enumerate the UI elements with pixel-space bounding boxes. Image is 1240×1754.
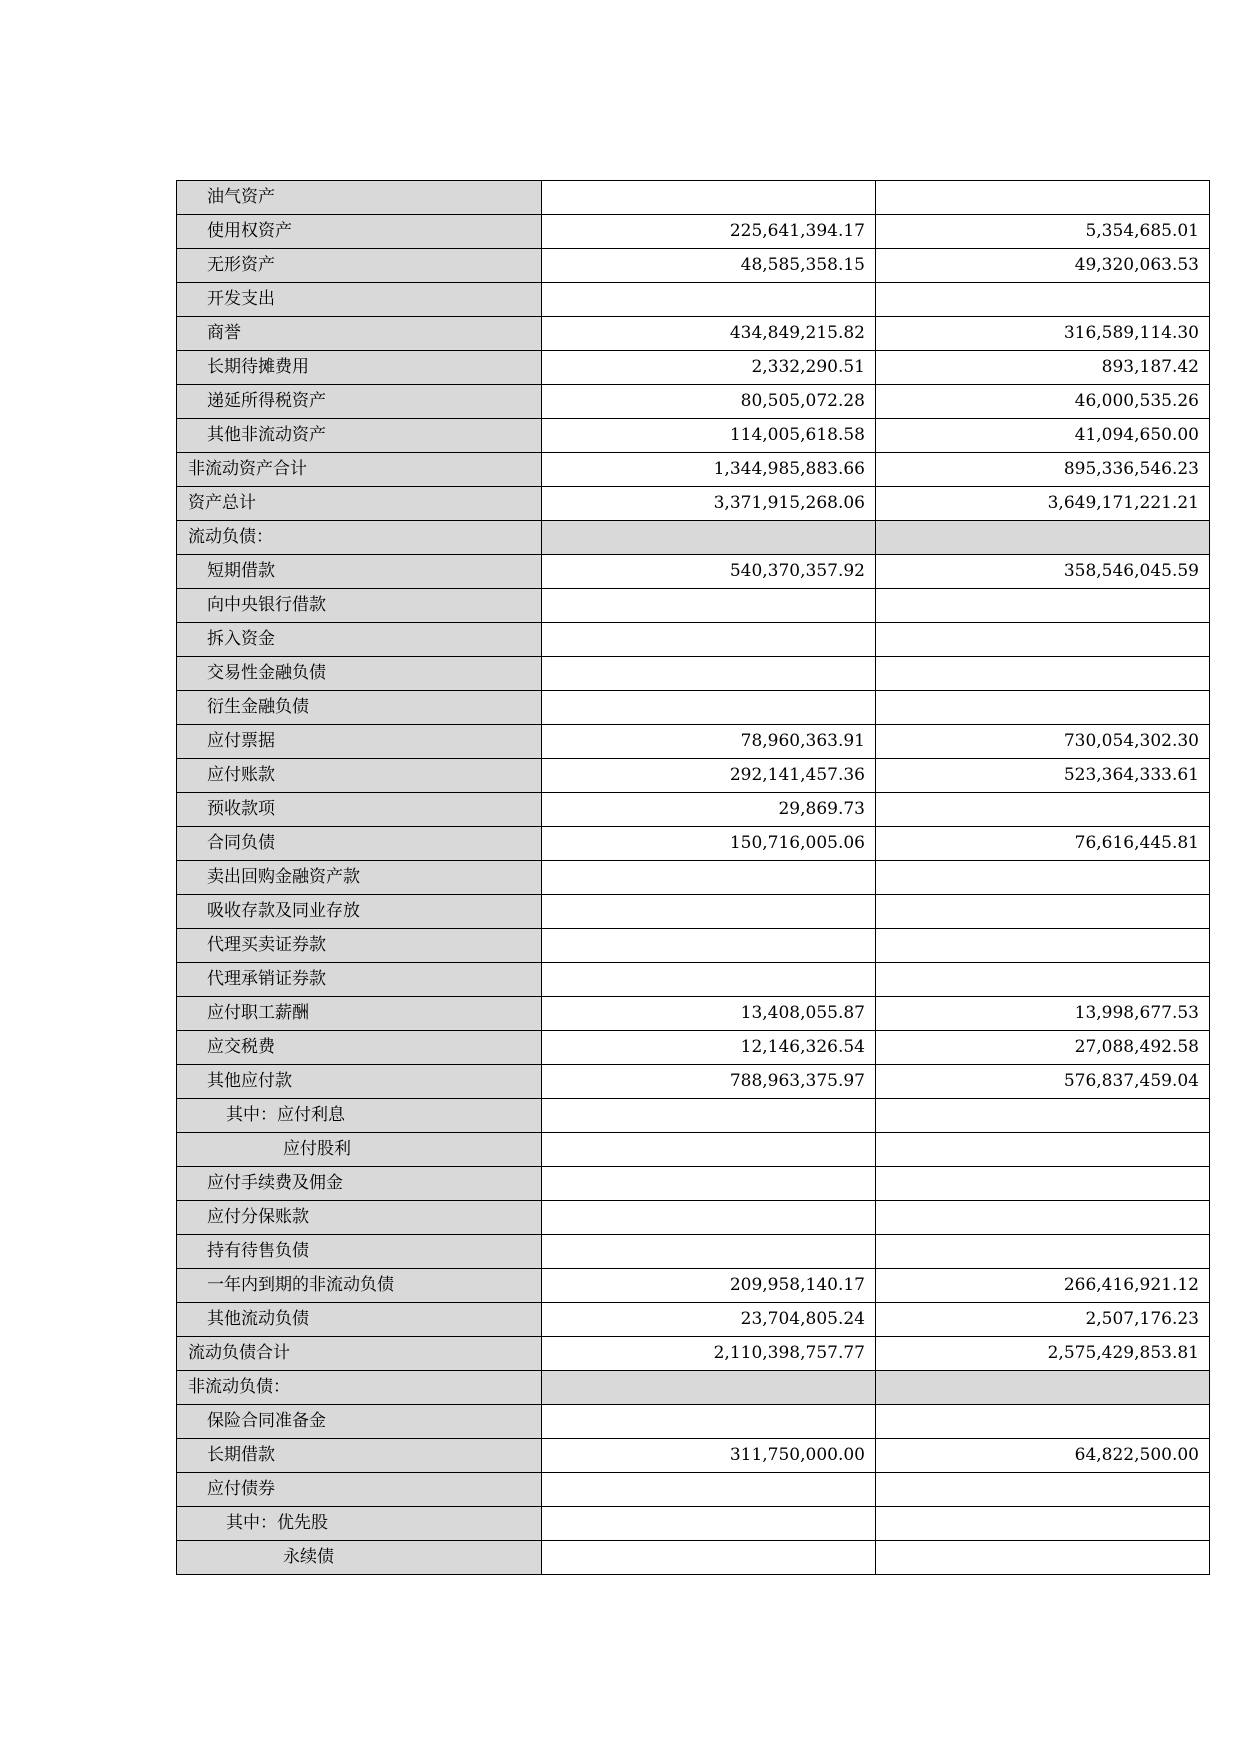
table-row (177, 963, 1210, 997)
period-end-value (542, 1473, 876, 1507)
prior-period-value: 76,616,445.81 (876, 827, 1210, 861)
row-label: 持有待售负债 (177, 1235, 542, 1269)
prior-period-value (876, 1133, 1210, 1167)
prior-period-value (876, 657, 1210, 691)
period-end-value: 540,370,357.92 (542, 555, 876, 589)
period-end-value (542, 283, 876, 317)
prior-period-value: 358,546,045.59 (876, 555, 1210, 589)
row-label: 应付债券 (177, 1473, 542, 1507)
table-row (177, 1031, 1210, 1065)
prior-period-value: 316,589,114.30 (876, 317, 1210, 351)
period-end-value: 225,641,394.17 (542, 215, 876, 249)
table-row (177, 1235, 1210, 1269)
prior-period-value (876, 963, 1210, 997)
table-row (177, 827, 1210, 861)
balance-sheet-table (176, 180, 1210, 1575)
prior-period-value: 2,575,429,853.81 (876, 1337, 1210, 1371)
period-end-value: 2,332,290.51 (542, 351, 876, 385)
row-label: 卖出回购金融资产款 (177, 861, 542, 895)
table-row (177, 725, 1210, 759)
table-row (177, 623, 1210, 657)
row-label: 开发支出 (177, 283, 542, 317)
row-label: 预收款项 (177, 793, 542, 827)
prior-period-value: 64,822,500.00 (876, 1439, 1210, 1473)
period-end-value (542, 521, 876, 555)
prior-period-value (876, 1541, 1210, 1575)
prior-period-value (876, 521, 1210, 555)
table-row (177, 419, 1210, 453)
row-label: 应付职工薪酬 (177, 997, 542, 1031)
period-end-value (542, 623, 876, 657)
period-end-value: 29,869.73 (542, 793, 876, 827)
row-label: 无形资产 (177, 249, 542, 283)
table-row (177, 657, 1210, 691)
table-row (177, 589, 1210, 623)
prior-period-value: 523,364,333.61 (876, 759, 1210, 793)
period-end-value: 48,585,358.15 (542, 249, 876, 283)
period-end-value: 311,750,000.00 (542, 1439, 876, 1473)
period-end-value (542, 1235, 876, 1269)
row-label: 一年内到期的非流动负债 (177, 1269, 542, 1303)
row-label: 递延所得税资产 (177, 385, 542, 419)
table-row (177, 759, 1210, 793)
prior-period-value: 5,354,685.01 (876, 215, 1210, 249)
period-end-value (542, 1167, 876, 1201)
period-end-value: 150,716,005.06 (542, 827, 876, 861)
prior-period-value (876, 895, 1210, 929)
table-row (177, 1405, 1210, 1439)
period-end-value (542, 657, 876, 691)
prior-period-value (876, 691, 1210, 725)
table-row (177, 1201, 1210, 1235)
table-row (177, 385, 1210, 419)
row-label: 应付手续费及佣金 (177, 1167, 542, 1201)
table-row (177, 249, 1210, 283)
period-end-value (542, 691, 876, 725)
row-label: 吸收存款及同业存放 (177, 895, 542, 929)
period-end-value: 209,958,140.17 (542, 1269, 876, 1303)
row-label: 应付票据 (177, 725, 542, 759)
prior-period-value (876, 623, 1210, 657)
prior-period-value: 576,837,459.04 (876, 1065, 1210, 1099)
row-label: 代理承销证券款 (177, 963, 542, 997)
table-row (177, 351, 1210, 385)
period-end-value (542, 1507, 876, 1541)
table-row (177, 283, 1210, 317)
prior-period-value: 893,187.42 (876, 351, 1210, 385)
prior-period-value (876, 589, 1210, 623)
row-label: 保险合同准备金 (177, 1405, 542, 1439)
row-label: 其中：优先股 (177, 1507, 542, 1541)
prior-period-value (876, 1507, 1210, 1541)
period-end-value: 1,344,985,883.66 (542, 453, 876, 487)
period-end-value (542, 589, 876, 623)
prior-period-value: 730,054,302.30 (876, 725, 1210, 759)
row-label: 向中央银行借款 (177, 589, 542, 623)
row-label: 应付分保账款 (177, 1201, 542, 1235)
period-end-value: 23,704,805.24 (542, 1303, 876, 1337)
period-end-value: 12,146,326.54 (542, 1031, 876, 1065)
prior-period-value: 3,649,171,221.21 (876, 487, 1210, 521)
prior-period-value (876, 861, 1210, 895)
table-row (177, 793, 1210, 827)
table-row (177, 487, 1210, 521)
period-end-value: 78,960,363.91 (542, 725, 876, 759)
table-row (177, 555, 1210, 589)
row-label: 非流动负债： (177, 1371, 542, 1405)
table-row (177, 215, 1210, 249)
period-end-value: 114,005,618.58 (542, 419, 876, 453)
row-label: 流动负债合计 (177, 1337, 542, 1371)
period-end-value (542, 963, 876, 997)
row-label: 商誉 (177, 317, 542, 351)
period-end-value (542, 861, 876, 895)
prior-period-value: 46,000,535.26 (876, 385, 1210, 419)
period-end-value (542, 929, 876, 963)
row-label: 其他应付款 (177, 1065, 542, 1099)
prior-period-value (876, 283, 1210, 317)
table-row (177, 181, 1210, 215)
table-row (177, 1439, 1210, 1473)
period-end-value (542, 1133, 876, 1167)
period-end-value: 80,505,072.28 (542, 385, 876, 419)
table-row (177, 1133, 1210, 1167)
prior-period-value (876, 1473, 1210, 1507)
table-row (177, 1507, 1210, 1541)
table-row (177, 317, 1210, 351)
row-label: 其中：应付利息 (177, 1099, 542, 1133)
row-label: 油气资产 (177, 181, 542, 215)
row-label: 其他非流动资产 (177, 419, 542, 453)
period-end-value: 3,371,915,268.06 (542, 487, 876, 521)
prior-period-value: 895,336,546.23 (876, 453, 1210, 487)
row-label: 长期借款 (177, 1439, 542, 1473)
row-label: 应付股利 (177, 1133, 542, 1167)
table-row (177, 1371, 1210, 1405)
prior-period-value (876, 1099, 1210, 1133)
row-label: 交易性金融负债 (177, 657, 542, 691)
prior-period-value: 266,416,921.12 (876, 1269, 1210, 1303)
period-end-value (542, 1201, 876, 1235)
prior-period-value: 49,320,063.53 (876, 249, 1210, 283)
row-label: 永续债 (177, 1541, 542, 1575)
row-label: 资产总计 (177, 487, 542, 521)
table-row (177, 929, 1210, 963)
row-label: 拆入资金 (177, 623, 542, 657)
balance-sheet-body (177, 181, 1210, 1575)
row-label: 应付账款 (177, 759, 542, 793)
period-end-value (542, 181, 876, 215)
period-end-value (542, 1541, 876, 1575)
row-label: 应交税费 (177, 1031, 542, 1065)
table-row (177, 997, 1210, 1031)
row-label: 合同负债 (177, 827, 542, 861)
row-label: 衍生金融负债 (177, 691, 542, 725)
period-end-value: 13,408,055.87 (542, 997, 876, 1031)
prior-period-value (876, 1235, 1210, 1269)
table-row (177, 1473, 1210, 1507)
table-row (177, 1303, 1210, 1337)
row-label: 流动负债： (177, 521, 542, 555)
prior-period-value (876, 1405, 1210, 1439)
row-label: 其他流动负债 (177, 1303, 542, 1337)
period-end-value (542, 895, 876, 929)
prior-period-value (876, 793, 1210, 827)
table-row (177, 1541, 1210, 1575)
row-label: 非流动资产合计 (177, 453, 542, 487)
prior-period-value (876, 1167, 1210, 1201)
table-row (177, 1337, 1210, 1371)
period-end-value (542, 1405, 876, 1439)
table-row (177, 691, 1210, 725)
table-row (177, 895, 1210, 929)
prior-period-value (876, 1201, 1210, 1235)
period-end-value: 292,141,457.36 (542, 759, 876, 793)
row-label: 长期待摊费用 (177, 351, 542, 385)
prior-period-value: 41,094,650.00 (876, 419, 1210, 453)
prior-period-value (876, 181, 1210, 215)
prior-period-value (876, 929, 1210, 963)
period-end-value: 434,849,215.82 (542, 317, 876, 351)
table-row (177, 1099, 1210, 1133)
row-label: 代理买卖证券款 (177, 929, 542, 963)
period-end-value: 2,110,398,757.77 (542, 1337, 876, 1371)
table-row (177, 453, 1210, 487)
prior-period-value: 13,998,677.53 (876, 997, 1210, 1031)
table-row (177, 1167, 1210, 1201)
prior-period-value: 27,088,492.58 (876, 1031, 1210, 1065)
prior-period-value (876, 1371, 1210, 1405)
table-row (177, 521, 1210, 555)
row-label: 短期借款 (177, 555, 542, 589)
period-end-value (542, 1099, 876, 1133)
period-end-value: 788,963,375.97 (542, 1065, 876, 1099)
prior-period-value: 2,507,176.23 (876, 1303, 1210, 1337)
row-label: 使用权资产 (177, 215, 542, 249)
period-end-value (542, 1371, 876, 1405)
table-row (177, 1065, 1210, 1099)
table-row (177, 861, 1210, 895)
table-row (177, 1269, 1210, 1303)
